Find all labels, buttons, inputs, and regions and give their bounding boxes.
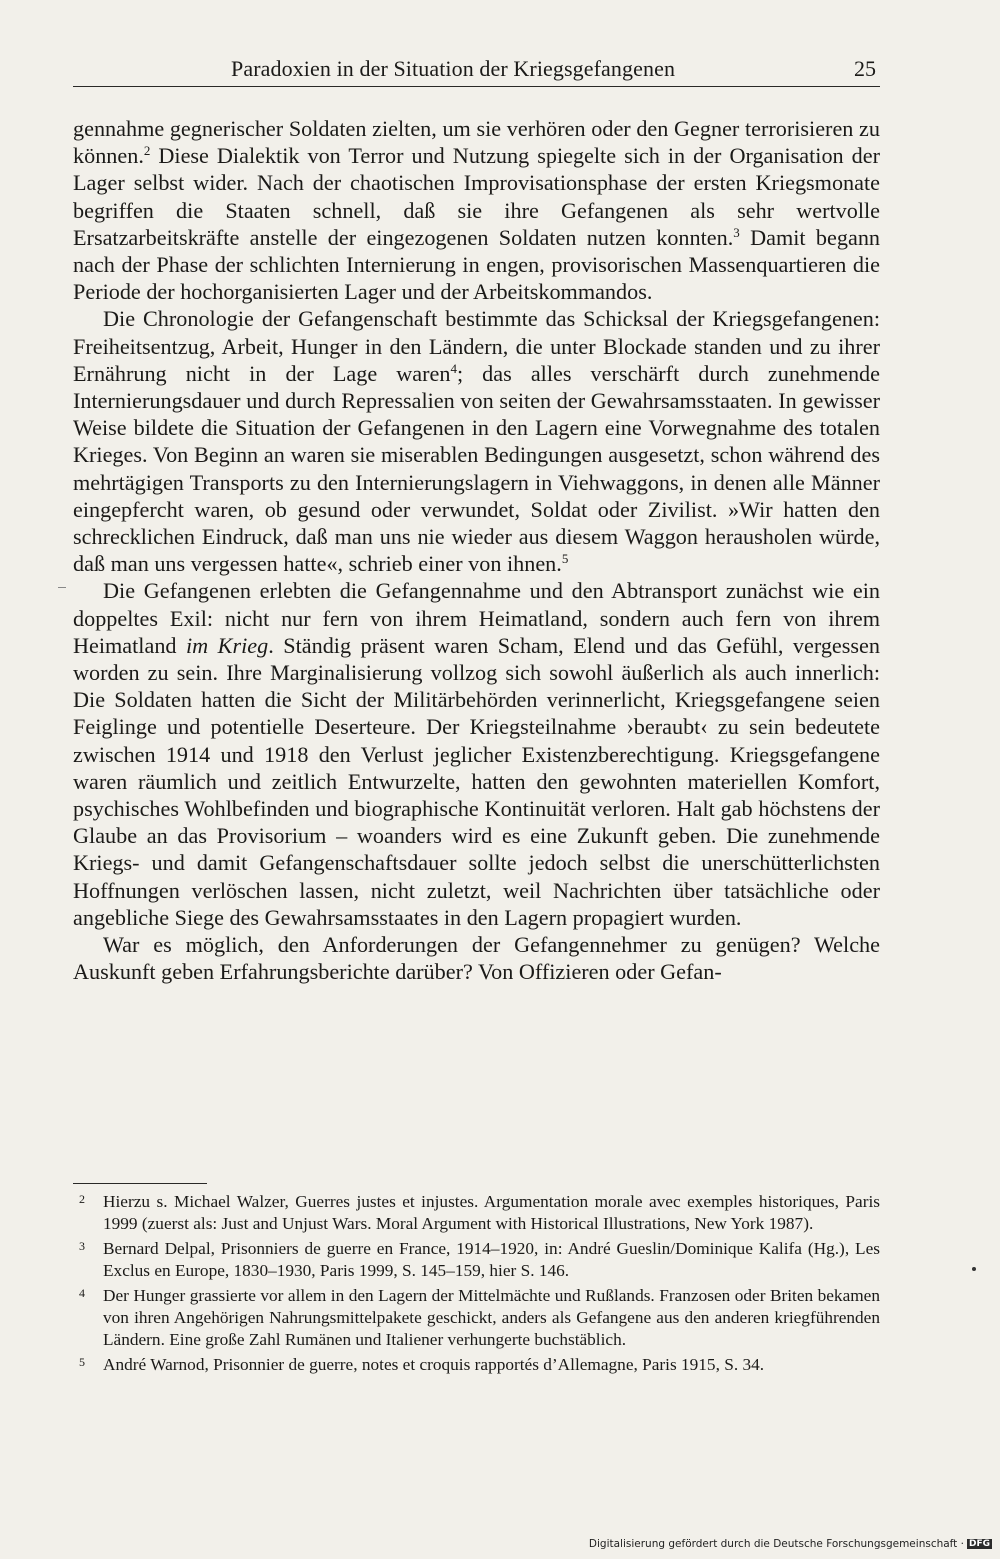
- running-title: Paradoxien in der Situation der Kriegsgefangenen: [231, 56, 676, 81]
- paragraph-3: [73, 577, 880, 931]
- paragraph-2: [73, 305, 880, 577]
- paragraph-1: [73, 115, 880, 305]
- paragraph-3-text: Die Gefangenen erlebten die Gefangennahme und den Abtransport zunächst wie ein doppeltes Exil: nicht nur fern von ihrem Heimatland, sondern auch fern von ihrem Heimatland: [73, 578, 880, 658]
- running-header: [73, 52, 880, 87]
- scan-margin-mark: [58, 587, 66, 588]
- footnotes: [73, 1191, 880, 1379]
- footnote-text: Hierzu s. Michael Walzer, Guerres justes et injustes. Argumentation morale avec exemples historiques, Paris 1999 (zuerst als: Just and Unjust Wars. Moral Argument with Historical Illustrations, New York 1987).: [103, 1192, 880, 1233]
- footnote-text: Der Hunger grassierte vor allem in den Lagern der Mittelmächte und Rußlands. Franzosen oder Briten bekamen von ihren Angehörigen Nahrungsmittelpakete geschickt, anders als Gefangene aus den anderen kriegführenden Ländern. Eine große Zahl Rumänen und Italiener verhungerte buchstäblich.: [103, 1286, 880, 1349]
- paragraph-1-text: gennahme gegnerischer Soldaten zielten, um sie verhören oder den Gegner terrorisieren zu können.: [73, 116, 880, 169]
- paragraph-1-text-3: Damit begann nach der Phase der schlichten Internierung in engen, provisorischen Massenquartieren die Periode der hochorganisierten Lager und der Arbeitskommandos.: [73, 224, 881, 305]
- paragraph-1-text-2: Diese Dialektik von Terror und Nutzung spiegelte sich in der Organisation der Lager selbst wider. Nach der chaotischen Improvisationsphase der ersten Kriegsmonate begriffen die Staaten schnell, daß sie ihre Gefangenen als sehr wertvolle Ersatzarbeitskräfte anstelle der eingezogenen Soldaten nutzen konnten.: [73, 143, 880, 250]
- footnote-ref-2: 2: [143, 143, 151, 159]
- footnote-text: André Warnod, Prisonnier de guerre, notes et croquis rapportés d’Allemagne, Paris 1915, S. 34.: [103, 1355, 765, 1374]
- footnote-4: [73, 1285, 880, 1351]
- footnote-ref-3: 3: [733, 224, 740, 240]
- paragraph-4-text: War es möglich, den Anforderungen der Gefangennehmer zu genügen? Welche Auskunft geben Erfahrungsberichte darüber? Von Offizieren oder Gefan-: [73, 932, 880, 985]
- footnote-text: Bernard Delpal, Prisonniers de guerre en France, 1914–1920, in: André Gueslin/Dominique Kalifa (Hg.), Les Exclus en Europe, 1830–1930, Paris 1999, S. 145–159, hier S. 146.: [103, 1239, 880, 1280]
- main-text: [73, 115, 880, 986]
- paragraph-3-text-2: . Ständig präsent waren Scham, Elend und das Gefühl, vergessen worden zu sein. Ihre Marginalisierung vollzog sich sowohl äußerlich als auch innerlich: Die Soldaten hatten die Sicht der Militärbehörden verinnerlicht, Kriegsgefangene seien Feiglinge und potentielle Deserteure. Der Kriegsteilnahme ›beraubt‹ zu sein bedeutete zwischen 1914 und 1918 den Verlust jeglicher Existenzberechtigung. Kriegsgefangene waren räumlich und zeitlich Entwurzelte, hatten den gewohnten materiellen Komfort, psychisches Wohlbefinden und biographische Kontinuität verloren. Halt gab höchstens der Glaube an das Provisorium – woanders wird es eine Zukunft geben. Die zunehmende Kriegs- und damit Gefangenschaftsdauer sollte jedoch selbst die unerschütterlichsten Hoffnungen verlöschen lassen, nicht zuletzt, weil Nachrichten über tatsächliche oder angebliche Siege des Gewahrsamsstaates in den Lagern propagiert wurden.: [73, 632, 880, 930]
- footnote-separator: [73, 1183, 207, 1184]
- credit-text: Digitalisierung gefördert durch die Deutsche Forschungsgemeinschaft ·: [588, 1538, 964, 1550]
- scan-dot: [972, 1267, 976, 1271]
- footnote-2: [73, 1191, 880, 1235]
- footnote-ref-4: 4: [450, 360, 457, 376]
- footnote-5: [73, 1354, 880, 1376]
- paragraph-4: [73, 931, 880, 985]
- footnote-number: 3: [79, 1239, 85, 1253]
- footnote-number: 2: [79, 1192, 85, 1206]
- page-number: 25: [854, 56, 876, 81]
- footnote-3: [73, 1238, 880, 1282]
- paragraph-3-emphasis: im Krieg: [186, 632, 269, 658]
- paragraph-2-text: Die Chronologie der Gefangenschaft bestimmte das Schicksal der Kriegsgefangenen: Freiheitsentzug, Arbeit, Hunger in den Ländern, die unter Blockade standen und zu ihrer Ernährung nicht in der Lage waren: [73, 306, 880, 386]
- footnote-number: 5: [79, 1355, 85, 1369]
- digitization-credit: [589, 1538, 992, 1550]
- dfg-logo-icon: DFG: [968, 1539, 990, 1549]
- footnote-ref-5: 5: [561, 551, 569, 567]
- paragraph-2-text-2: ; das alles verschärft durch zunehmende Internierungsdauer und durch Repressalien von seiten der Gewahrsamsstaaten. In gewisser Weise bildete die Situation der Gefangenen in den Lagern eine Vorwegnahme des totalen Krieges. Von Beginn an waren sie miserablen Bedingungen ausgesetzt, schon während des mehrtägigen Transports zu den Internierungslagern in Viehwaggons, in denen alle Männer eingepfercht waren, ob gesund oder verwundet, Soldat oder Zivilist. »Wir hatten den schrecklichen Eindruck, daß man uns nie wieder aus diesem Waggon herausholen würde, daß man uns vergessen hatte«, schrieb einer von ihnen.: [73, 360, 880, 577]
- footnote-number: 4: [79, 1286, 85, 1300]
